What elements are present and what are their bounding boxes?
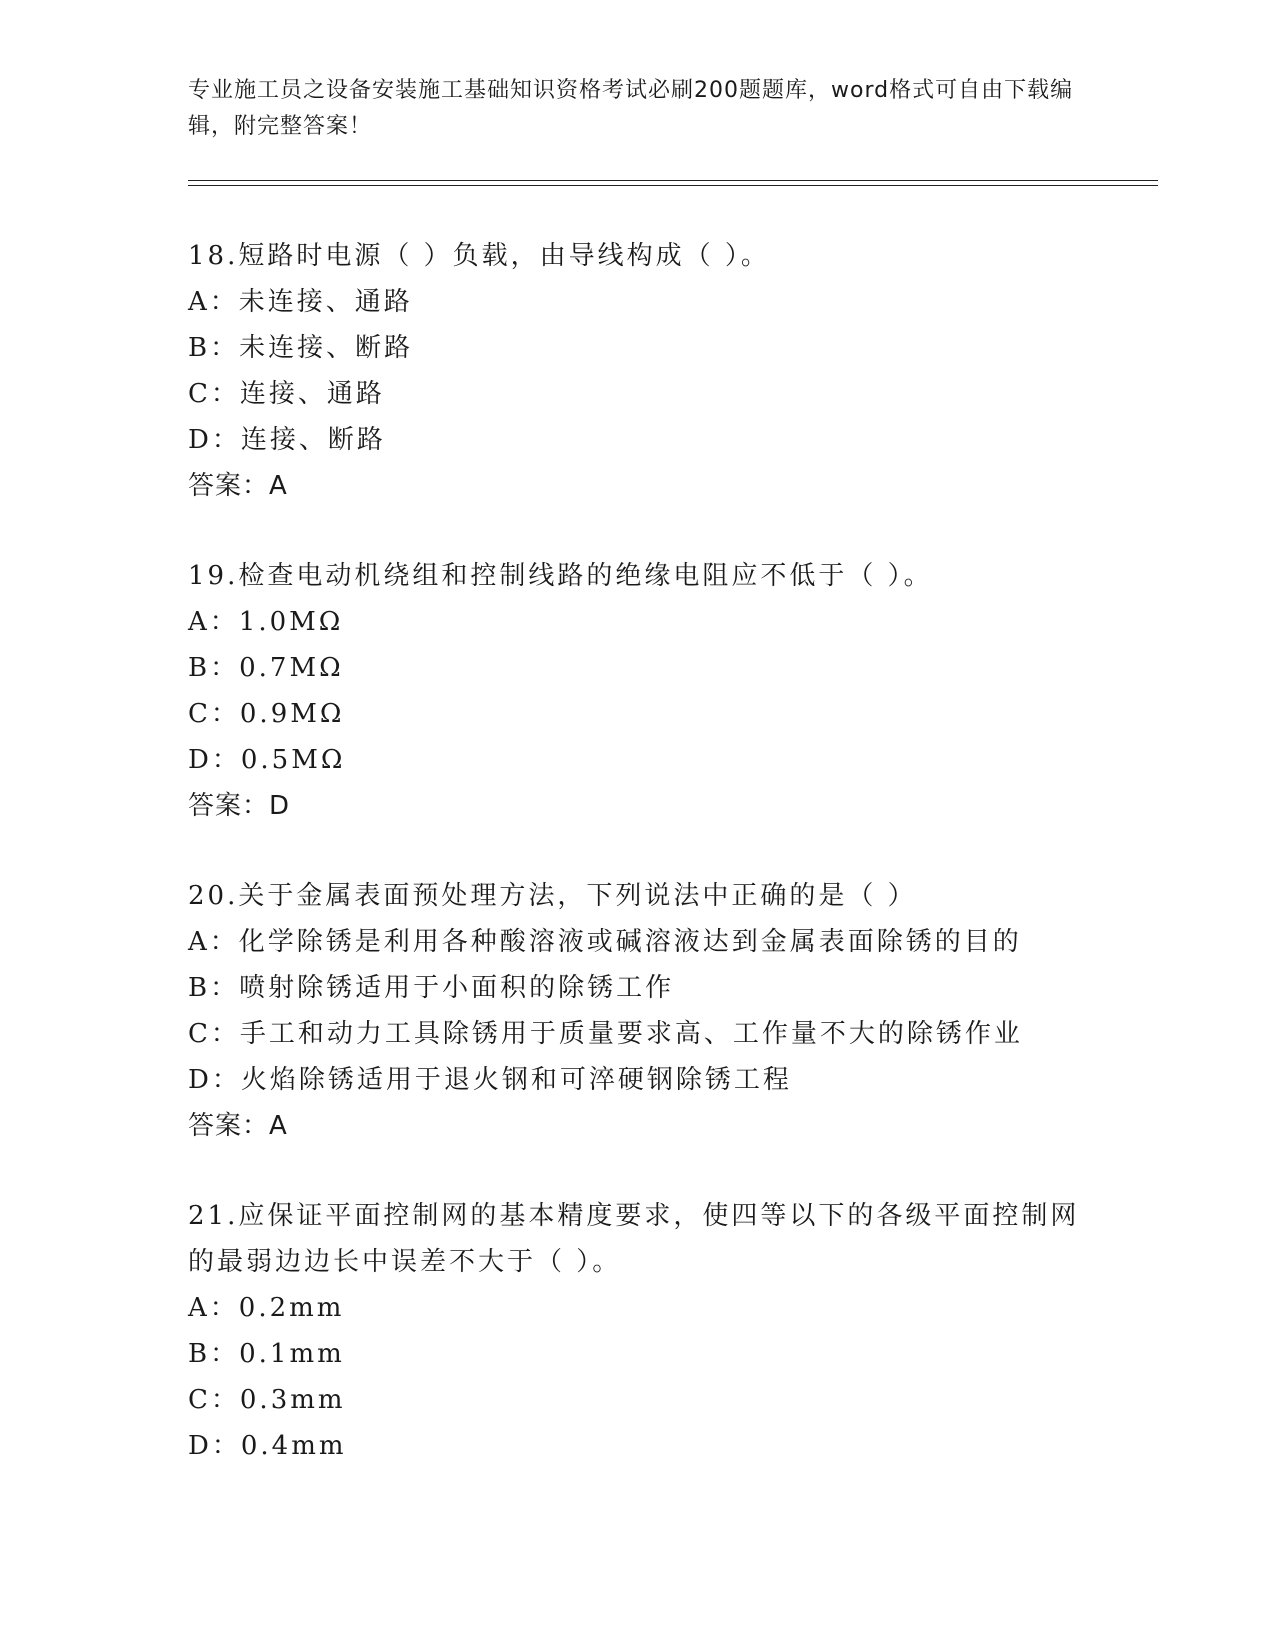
option-c: C：连接、通路 [188,379,385,409]
question-21 [188,1193,1088,1469]
header-divider-top [188,180,1158,181]
question-stem: 18.短路时电源（ ）负载，由导线构成（ ）。 [188,241,770,271]
option-a: A：化学除锈是利用各种酸溶液或碱溶液达到金属表面除锈的目的 [188,927,1022,957]
answer: 答案：A [188,1111,288,1141]
option-d: D：0.5MΩ [188,745,346,775]
question-19 [188,553,1088,829]
option-d: D：连接、断路 [188,425,386,455]
option-a: A：1.0MΩ [188,607,344,637]
option-a: A：未连接、通路 [188,287,413,317]
question-18 [188,233,1088,509]
option-b: B：未连接、断路 [188,333,414,363]
option-d: D：火焰除锈适用于退火钢和可淬硬钢除锈工程 [188,1065,792,1095]
option-b: B：0.1mm [188,1339,345,1369]
option-b: B：喷射除锈适用于小面积的除锈工作 [188,973,675,1003]
option-c: C：0.9MΩ [188,699,345,729]
question-stem: 21.应保证平面控制网的基本精度要求，使四等以下的各级平面控制网的最弱边边长中误差不大于（ ）。 [188,1201,1080,1277]
answer: 答案：D [188,791,291,821]
option-b: B：0.7MΩ [188,653,344,683]
question-20 [188,873,1088,1149]
option-a: A：0.2mm [188,1293,345,1323]
header-divider-bottom [188,185,1158,186]
answer: 答案：A [188,471,288,501]
question-stem: 20.关于金属表面预处理方法，下列说法中正确的是（ ） [188,881,917,911]
option-c: C：手工和动力工具除锈用于质量要求高、工作量不大的除锈作业 [188,1019,1023,1049]
option-c: C：0.3mm [188,1385,346,1415]
option-d: D：0.4mm [188,1431,347,1461]
document-header: 专业施工员之设备安装施工基础知识资格考试必刷200题题库，word格式可自由下载编辑，附完整答案！ [188,78,1074,139]
question-stem: 19.检查电动机绕组和控制线路的绝缘电阻应不低于（ ）。 [188,561,933,591]
